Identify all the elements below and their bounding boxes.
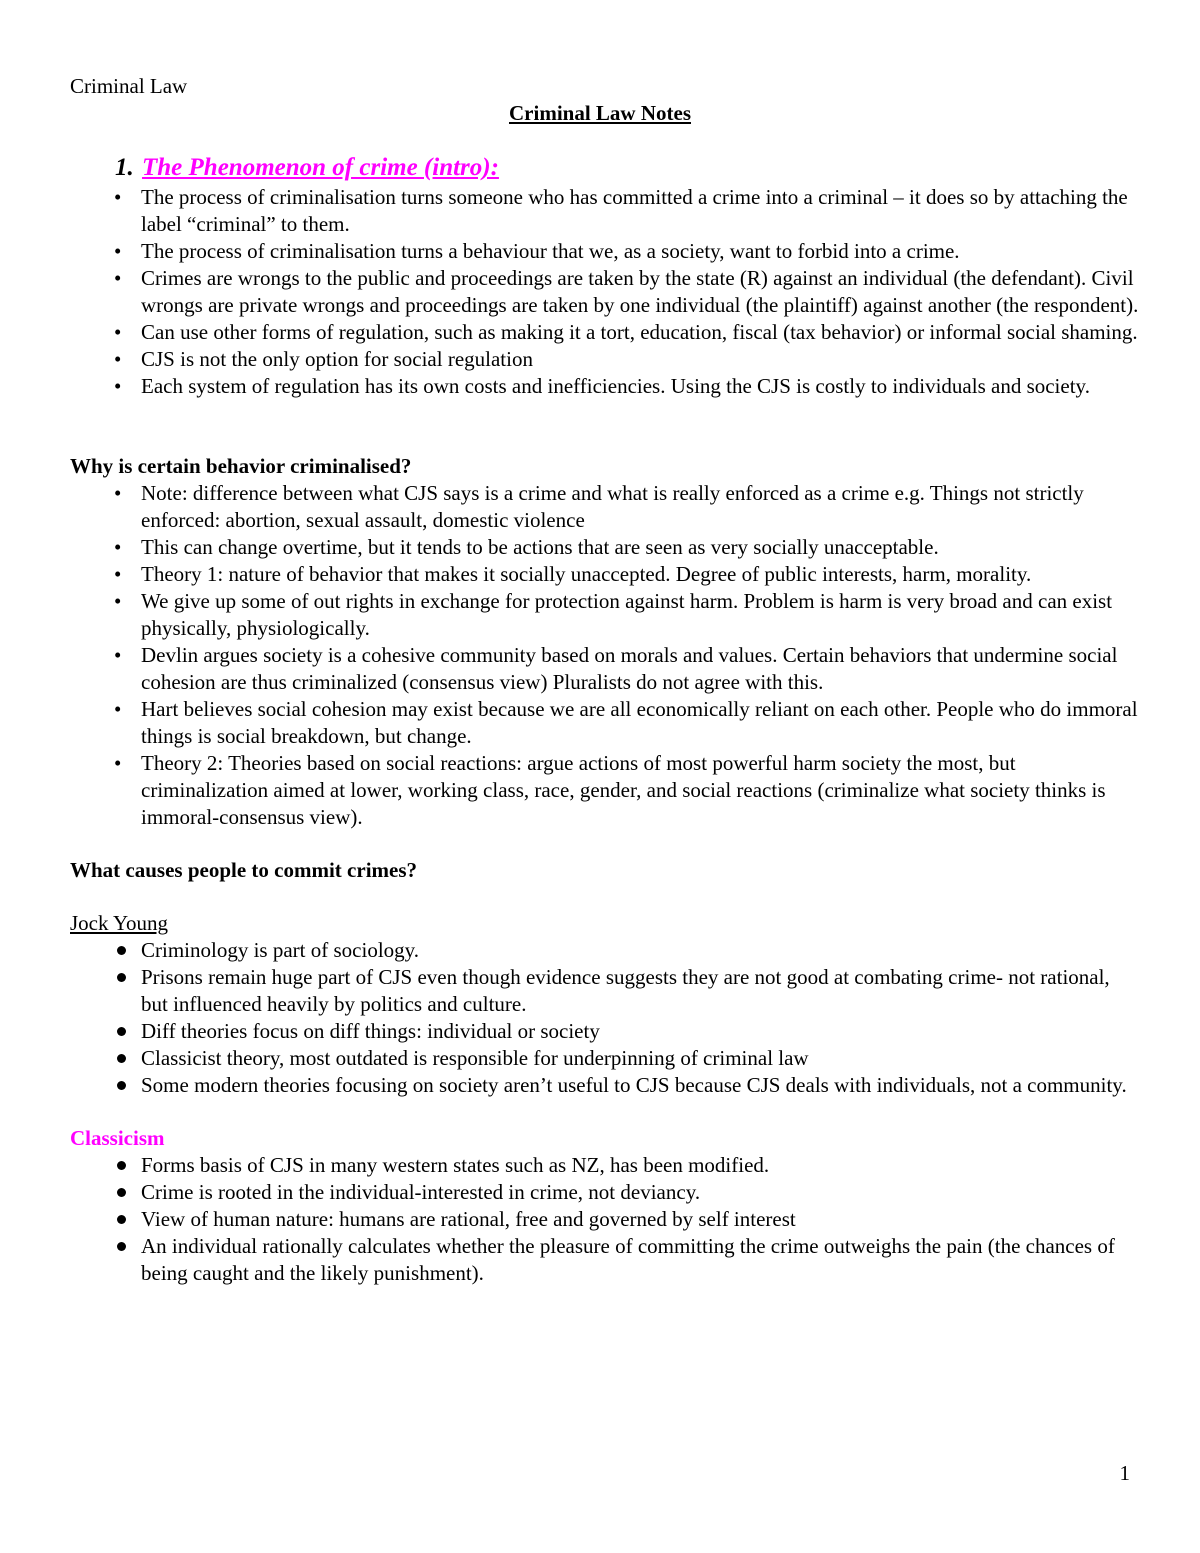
spacer xyxy=(70,400,1140,453)
list-item-text: Prisons remain huge part of CJS even though evidence suggests they are not good at combating crime- not rational, but influenced heavily by politics and culture. xyxy=(141,965,1110,1016)
list-item-text: CJS is not the only option for social regulation xyxy=(141,347,533,371)
list-item xyxy=(70,1233,1140,1287)
list-item-text: Note: difference between what CJS says is a crime and what is really enforced as a crime e.g. Things not strictly enforced: abortion, sexual assault, domestic violence xyxy=(141,481,1084,532)
list-item xyxy=(70,588,1140,642)
list-item-text: Can use other forms of regulation, such as making it a tort, education, fiscal (tax behavior) or informal social shaming. xyxy=(141,320,1138,344)
list-item-text: Criminology is part of sociology. xyxy=(141,938,420,962)
list-item xyxy=(70,1206,1140,1233)
page-number: 1 xyxy=(1119,1461,1130,1485)
bullet-icon: • xyxy=(114,481,122,505)
list-item xyxy=(70,184,1140,238)
list-item-text: Each system of regulation has its own costs and inefficiencies. Using the CJS is costly to individuals and society. xyxy=(141,374,1090,398)
section-1-bullet-list xyxy=(70,184,1140,400)
list-item xyxy=(70,750,1140,831)
section-2-heading: Why is certain behavior criminalised? xyxy=(70,454,412,478)
spacer xyxy=(70,884,1140,910)
list-item-text: The process of criminalisation turns a behaviour that we, as a society, want to forbid into a crime. xyxy=(141,239,960,263)
list-item xyxy=(70,373,1140,400)
list-item-text: Theory 2: Theories based on social reactions: argue actions of most powerful harm society the most, but criminalization aimed at lower, working class, race, gender, and social reactions (criminalize what society thinks is immoral-consensus view). xyxy=(141,751,1106,829)
list-item-text: An individual rationally calculates whether the pleasure of committing the crime outweighs the pain (the chances of being caught and the likely punishment). xyxy=(141,1234,1115,1285)
list-item xyxy=(70,937,1140,964)
list-item xyxy=(70,964,1140,1018)
bullet-icon xyxy=(117,1161,126,1170)
list-item-text: Crime is rooted in the individual-interested in crime, not deviancy. xyxy=(141,1180,701,1204)
section-3-bullet-list xyxy=(70,937,1140,1099)
section-4-heading: Classicism xyxy=(70,1126,165,1150)
bullet-icon xyxy=(117,946,126,955)
list-item xyxy=(70,238,1140,265)
bullet-icon xyxy=(117,1215,126,1224)
list-item xyxy=(70,1072,1140,1099)
list-item xyxy=(70,1179,1140,1206)
bullet-icon xyxy=(117,973,126,982)
bullet-icon: • xyxy=(114,697,122,721)
list-item xyxy=(70,319,1140,346)
list-item-text: We give up some of out rights in exchange for protection against harm. Problem is harm is very broad and can exist physically, physiologically. xyxy=(141,589,1113,640)
spacer xyxy=(70,831,1140,857)
list-item xyxy=(70,265,1140,319)
document-body xyxy=(70,152,1140,1287)
section-1-number: 1. xyxy=(115,154,134,181)
bullet-icon: • xyxy=(114,535,122,559)
list-item xyxy=(70,1152,1140,1179)
list-item xyxy=(70,696,1140,750)
list-item-text: Theory 1: nature of behavior that makes it socially unaccepted. Degree of public interests, harm, morality. xyxy=(141,562,1032,586)
list-item xyxy=(70,1018,1140,1045)
list-item-text: Forms basis of CJS in many western states such as NZ, has been modified. xyxy=(141,1153,770,1177)
bullet-icon: • xyxy=(114,347,122,371)
section-4-bullet-list xyxy=(70,1152,1140,1287)
list-item-text: Hart believes social cohesion may exist because we are all economically reliant on each other. People who do immoral things is social breakdown, but change. xyxy=(141,697,1138,748)
list-item xyxy=(70,642,1140,696)
bullet-icon: • xyxy=(114,266,122,290)
list-item-text: This can change overtime, but it tends to be actions that are seen as very socially unacceptable. xyxy=(141,535,939,559)
list-item-text: Some modern theories focusing on society aren’t useful to CJS because CJS deals with individuals, not a community. xyxy=(141,1073,1127,1097)
list-item-text: The process of criminalisation turns someone who has committed a crime into a criminal – it does so by attaching the label “criminal” to them. xyxy=(141,185,1128,236)
bullet-icon xyxy=(117,1081,126,1090)
bullet-icon xyxy=(117,1027,126,1036)
section-1-title: The Phenomenon of crime (intro): xyxy=(142,154,499,181)
bullet-icon: • xyxy=(114,562,122,586)
bullet-icon: • xyxy=(114,239,122,263)
list-item-text: Classicist theory, most outdated is responsible for underpinning of criminal law xyxy=(141,1046,809,1070)
list-item xyxy=(70,534,1140,561)
section-2-bullet-list xyxy=(70,480,1140,831)
bullet-icon: • xyxy=(114,374,122,398)
list-item-text: View of human nature: humans are rational, free and governed by self interest xyxy=(141,1207,796,1231)
bullet-icon: • xyxy=(114,320,122,344)
list-item-text: Diff theories focus on diff things: individual or society xyxy=(141,1019,600,1043)
list-item xyxy=(70,346,1140,373)
bullet-icon: • xyxy=(114,185,122,209)
document-title: Criminal Law Notes xyxy=(509,101,691,125)
bullet-icon xyxy=(117,1242,126,1251)
list-item-text: Devlin argues society is a cohesive community based on morals and values. Certain behaviors that undermine social cohesion are thus criminalized (consensus view) Pluralists do not agree with this. xyxy=(141,643,1118,694)
list-item xyxy=(70,561,1140,588)
list-item-text: Crimes are wrongs to the public and proceedings are taken by the state (R) against an individual (the defendant). Civil wrongs are private wrongs and proceedings are taken by one individual (the plaintiff) against another (the respondent). xyxy=(141,266,1139,317)
section-3-heading: What causes people to commit crimes? xyxy=(70,858,418,882)
section-1-heading xyxy=(70,152,1140,184)
bullet-icon: • xyxy=(114,589,122,613)
bullet-icon: • xyxy=(114,643,122,667)
list-item xyxy=(70,480,1140,534)
bullet-icon xyxy=(117,1188,126,1197)
bullet-icon: • xyxy=(114,751,122,775)
running-header: Criminal Law xyxy=(70,74,188,98)
bullet-icon xyxy=(117,1054,126,1063)
spacer xyxy=(70,1099,1140,1125)
section-3-subheading: Jock Young xyxy=(70,911,169,935)
list-item xyxy=(70,1045,1140,1072)
